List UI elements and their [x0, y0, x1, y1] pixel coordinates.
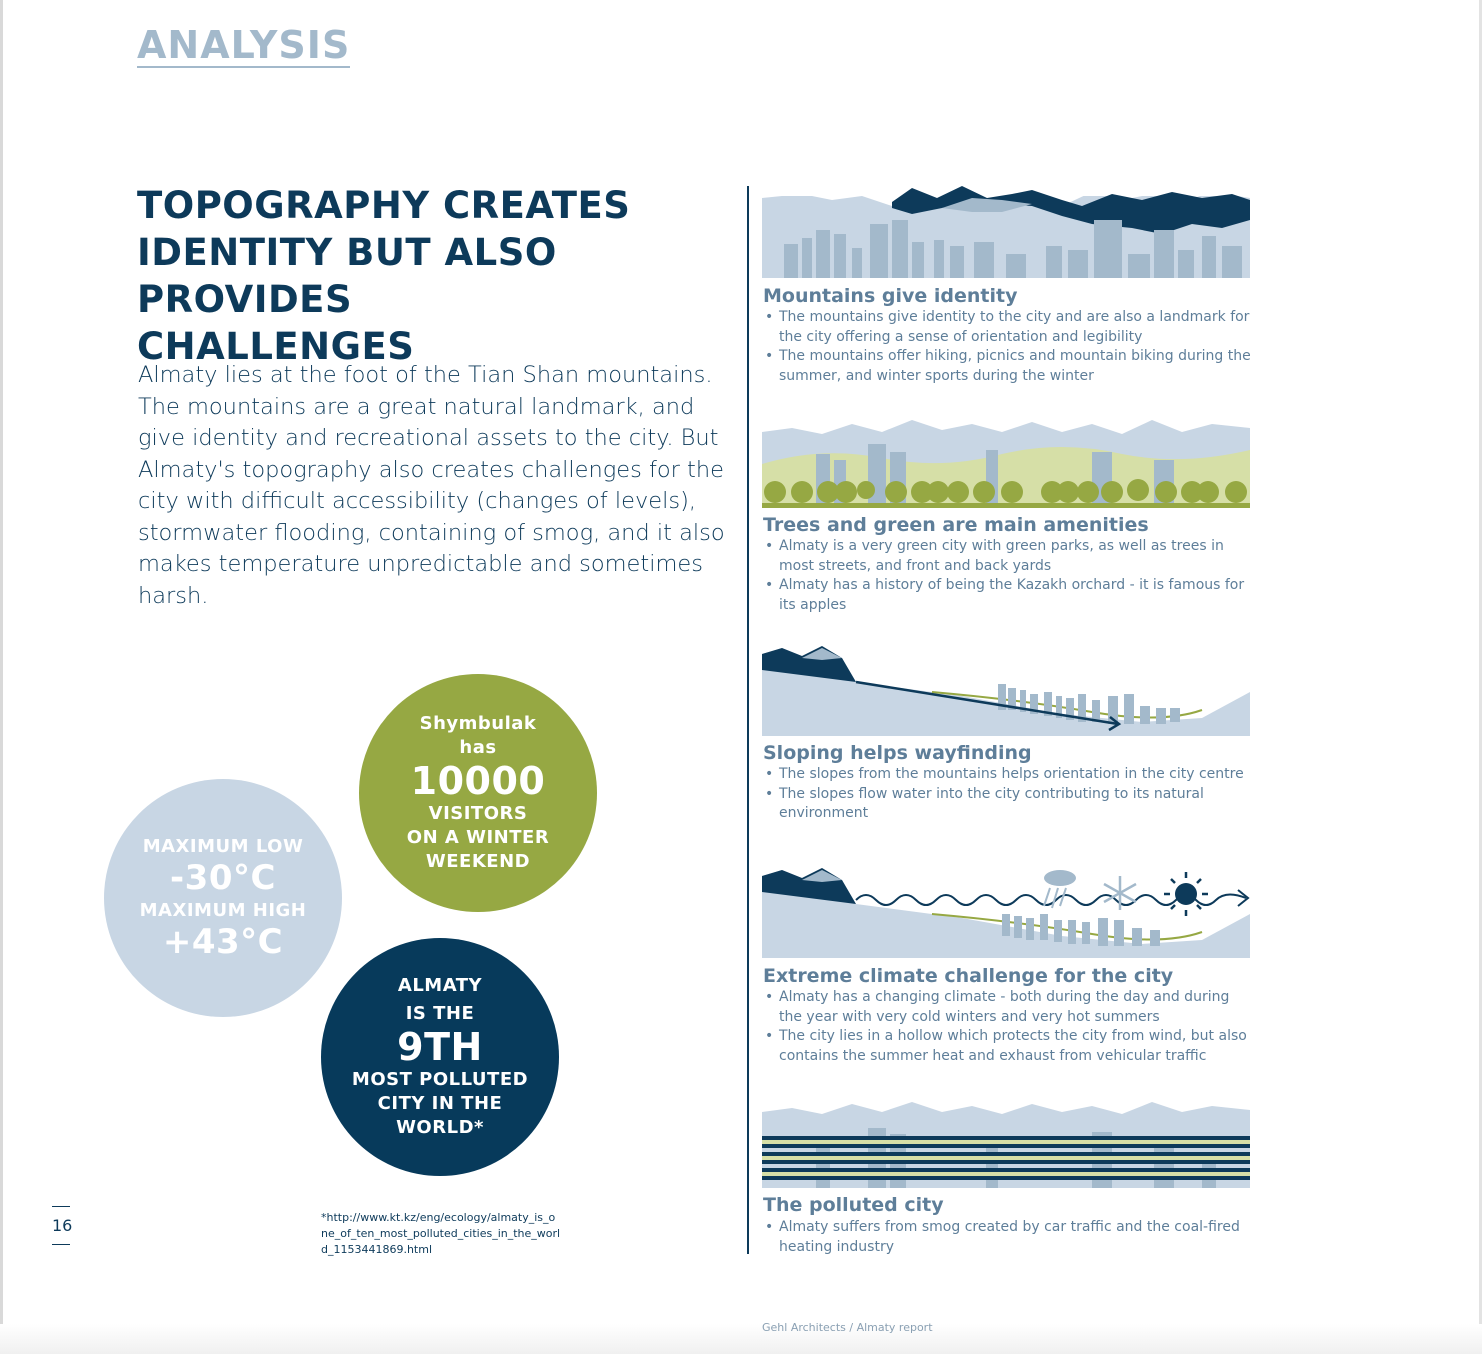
- pollution-rank-circle: [321, 938, 559, 1176]
- circle-text: Shymbulak: [419, 713, 537, 734]
- list-item: • The city lies in a hollow which protects the city from wind, but also contains the summer heat and exhaust from vehicular traffic: [763, 1027, 1253, 1066]
- title-line: IDENTITY BUT ALSO PROVIDES: [137, 231, 557, 321]
- circle-text: has: [459, 737, 497, 758]
- bullet-list: [763, 765, 1253, 824]
- bullet-list: [763, 537, 1253, 615]
- trees-city-icon: [762, 414, 1250, 508]
- title-line: TOPOGRAPHY CREATES: [137, 184, 631, 227]
- smog-stripes-icon: [762, 1098, 1250, 1188]
- circle-text: VISITORS: [428, 803, 528, 824]
- page-title: [137, 182, 737, 370]
- circle-text: ALMATY: [397, 975, 483, 996]
- circle-text: ON A WINTER: [406, 827, 550, 848]
- slope-arrow-illustration: [762, 644, 1250, 736]
- bullet-list: [763, 308, 1253, 386]
- list-item: • Almaty has a history of being the Kazakh orchard - it is famous for its apples: [763, 576, 1253, 615]
- circle-text: MOST POLLUTED: [351, 1069, 529, 1090]
- circle-text: CITY IN THE: [377, 1093, 503, 1114]
- item-title: Sloping helps wayfinding: [763, 742, 1032, 764]
- slope-arrow-icon: [762, 644, 1250, 736]
- list-item: • Almaty has a changing climate - both during the day and during the year with very cold winters and very hot summers: [763, 988, 1253, 1027]
- list-item: • The slopes from the mountains helps orientation in the city centre: [763, 765, 1253, 785]
- trees-city-illustration: [762, 414, 1250, 508]
- temperature-circle: [104, 779, 342, 1017]
- column-divider: [747, 186, 749, 1254]
- max-high-label: MAXIMUM HIGH: [139, 900, 307, 921]
- bullet-list: [763, 988, 1253, 1066]
- intro-paragraph: Almaty lies at the foot of the Tian Shan mountains. The mountains are a great natural landmark, and give identity and recreational assets to the city. But Almaty's topography also creates challenges for the city with difficult accessibility (changes of levels), stormwater flooding, containing of smog, and it also makes temperature unpredictable and sometimes harsh.: [138, 362, 725, 609]
- list-item: • Almaty is a very green city with green parks, as well as trees in most streets, and front and back yards: [763, 537, 1253, 576]
- divider: [52, 1244, 70, 1245]
- ski-visitors-circle: [359, 674, 597, 912]
- max-low-value: -30°C: [170, 858, 276, 898]
- page-number: [52, 1206, 73, 1245]
- climate-wave-illustration: [762, 866, 1250, 958]
- max-high-value: +43°C: [162, 922, 284, 962]
- item-title: The polluted city: [763, 1194, 944, 1216]
- item-title: Extreme climate challenge for the city: [763, 965, 1174, 987]
- circle-text: IS THE: [405, 1003, 475, 1024]
- visitor-count: 10000: [410, 759, 546, 803]
- page-edge: [0, 0, 3, 1354]
- list-item: • The mountains offer hiking, picnics and mountain biking during the summer, and winter sports during the winter: [763, 347, 1253, 386]
- bullet-list: [763, 1218, 1253, 1257]
- climate-wave-icon: [762, 866, 1250, 958]
- footnote: *http://www.kt.kz/eng/ecology/almaty_is_one_of_ten_most_polluted_cities_in_the_world_1153441869.html: [321, 1211, 561, 1256]
- footer-credit: Gehl Architects / Almaty report: [762, 1321, 933, 1334]
- item-title: Trees and green are main amenities: [763, 514, 1149, 536]
- circle-text: WORLD*: [396, 1117, 484, 1138]
- max-low-label: MAXIMUM LOW: [142, 836, 304, 857]
- page-number-text: 16: [52, 1216, 73, 1235]
- title-line: CHALLENGES: [137, 325, 415, 368]
- list-item: • The slopes flow water into the city contributing to its natural environment: [763, 785, 1253, 824]
- page-shadow: [0, 1324, 1482, 1354]
- item-title: Mountains give identity: [763, 285, 1018, 307]
- circle-text: WEEKEND: [425, 851, 531, 872]
- list-item: • Almaty suffers from smog created by car traffic and the coal-fired heating industry: [763, 1218, 1253, 1257]
- section-label: ANALYSIS: [137, 23, 351, 67]
- pollution-rank: 9TH: [397, 1025, 483, 1069]
- mountains-skyline-illustration: [762, 184, 1250, 278]
- list-item: • The mountains give identity to the city and are also a landmark for the city offering a sense of orientation and legibility: [763, 308, 1253, 347]
- smog-stripes-illustration: [762, 1098, 1250, 1188]
- mountains-skyline-icon: [762, 184, 1250, 278]
